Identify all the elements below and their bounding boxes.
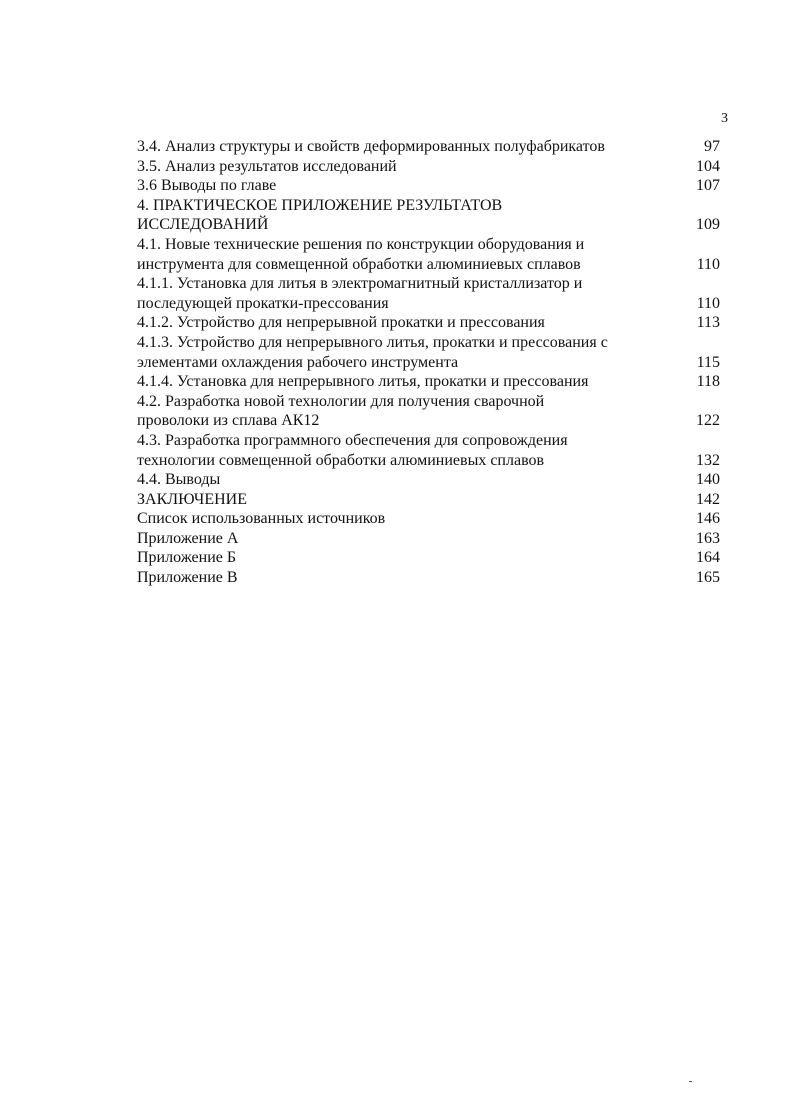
toc-entry-page-number: 140 [696, 471, 720, 489]
toc-entry [137, 235, 720, 274]
toc-title-line: ЗАКЛЮЧЕНИЕ [137, 490, 247, 508]
toc-entry-page-number: 164 [696, 549, 720, 567]
toc-entry-page-number: 132 [696, 451, 720, 469]
toc-entry-page-number: 142 [696, 490, 720, 508]
toc-entry [137, 509, 720, 529]
scan-speck [689, 1081, 692, 1082]
toc-entry [137, 196, 720, 235]
toc-entry-page-number: 109 [696, 216, 720, 234]
page-number: 3 [721, 111, 728, 126]
toc-entry [137, 548, 720, 568]
toc-title-line: проволоки из сплава АК12 [137, 412, 320, 430]
toc-entry [137, 176, 720, 196]
toc-entry-title [137, 333, 682, 372]
toc-entry-title [137, 470, 682, 490]
toc-entry [137, 274, 720, 313]
toc-title-line: 4.1. Новые технические решения по конструкции оборудования и [137, 235, 585, 253]
toc-entry-title [137, 196, 682, 235]
toc-title-line: 4.3. Разработка программного обеспечения для сопровождения [137, 431, 568, 449]
toc-entry [137, 470, 720, 490]
toc-title-line: 4.1.1. Установка для литья в электромагнитный кристаллизатор и [137, 275, 583, 293]
toc-title-line: 4.2. Разработка новой технологии для получения сварочной [137, 392, 545, 410]
toc-entry-title [137, 372, 682, 392]
toc-entry-title [137, 235, 682, 274]
toc-title-line: 3.4. Анализ структуры и свойств деформированных полуфабрикатов [137, 138, 605, 155]
toc-entry [137, 313, 720, 333]
toc-entry-title [137, 509, 682, 529]
toc-entry-page-number: 146 [696, 510, 720, 528]
toc-entry [137, 431, 720, 470]
toc-title-line: Приложение В [137, 569, 238, 587]
toc-entry-title [137, 392, 682, 431]
toc-entry-page-number: 110 [696, 255, 720, 273]
toc-title-line: Приложение А [137, 529, 239, 547]
toc-entry-page-number: 107 [696, 177, 720, 195]
toc-entry-title [137, 313, 682, 333]
toc-entry-page-number: 163 [696, 529, 720, 547]
toc-entry-page-number: 115 [696, 353, 720, 371]
toc-entry-page-number: 113 [696, 314, 720, 332]
toc-entry-page-number: 122 [696, 412, 720, 430]
toc-entry [137, 490, 720, 510]
toc-title-line: 4.1.3. Устройство для непрерывного литья, прокатки и прессования с [137, 333, 608, 351]
toc-entry [137, 392, 720, 431]
toc-entry [137, 333, 720, 372]
toc-entry [137, 372, 720, 392]
toc-entry-title [137, 157, 682, 177]
toc-entry-title [137, 431, 682, 470]
toc-entry-page-number: 97 [704, 138, 720, 155]
toc-title-line: 4. ПРАКТИЧЕСКОЕ ПРИЛОЖЕНИЕ РЕЗУЛЬТАТОВ [137, 196, 503, 214]
toc-entry [137, 157, 720, 177]
toc-entry-title [137, 568, 682, 588]
toc-entry-page-number: 104 [696, 157, 720, 175]
toc-title-line: ИССЛЕДОВАНИЙ [137, 216, 269, 234]
toc-entry-title [137, 548, 682, 568]
toc-entry-page-number: 118 [696, 373, 720, 391]
toc-title-line: технологии совмещенной обработки алюминиевых сплавов [137, 451, 545, 469]
toc-entry [137, 137, 720, 157]
toc-title-line: элементами охлаждения рабочего инструмента [137, 353, 459, 371]
toc-entry-page-number: 165 [696, 569, 720, 587]
toc-entry-title [137, 274, 682, 313]
toc-entry [137, 568, 720, 588]
toc-entry-title [137, 137, 682, 157]
toc-title-line: 4.1.4. Установка для непрерывного литья, прокатки и прессования [137, 373, 589, 391]
toc-title-line: Список использованных источников [137, 510, 386, 528]
toc-title-line: 3.6 Выводы по главе [137, 177, 277, 195]
table-of-contents [137, 137, 720, 588]
toc-entry-title [137, 176, 682, 196]
toc-title-line: 3.5. Анализ результатов исследований [137, 157, 397, 175]
toc-entry-title [137, 490, 682, 510]
toc-title-line: 4.1.2. Устройство для непрерывной прокатки и прессования [137, 314, 545, 332]
toc-entry [137, 529, 720, 549]
toc-title-line: Приложение Б [137, 549, 237, 567]
toc-entry-title [137, 529, 682, 549]
toc-entry-page-number: 110 [696, 294, 720, 312]
toc-title-line: последующей прокатки-прессования [137, 294, 389, 312]
toc-title-line: 4.4. Выводы [137, 471, 221, 489]
toc-title-line: инструмента для совмещенной обработки алюминиевых сплавов [137, 255, 581, 273]
